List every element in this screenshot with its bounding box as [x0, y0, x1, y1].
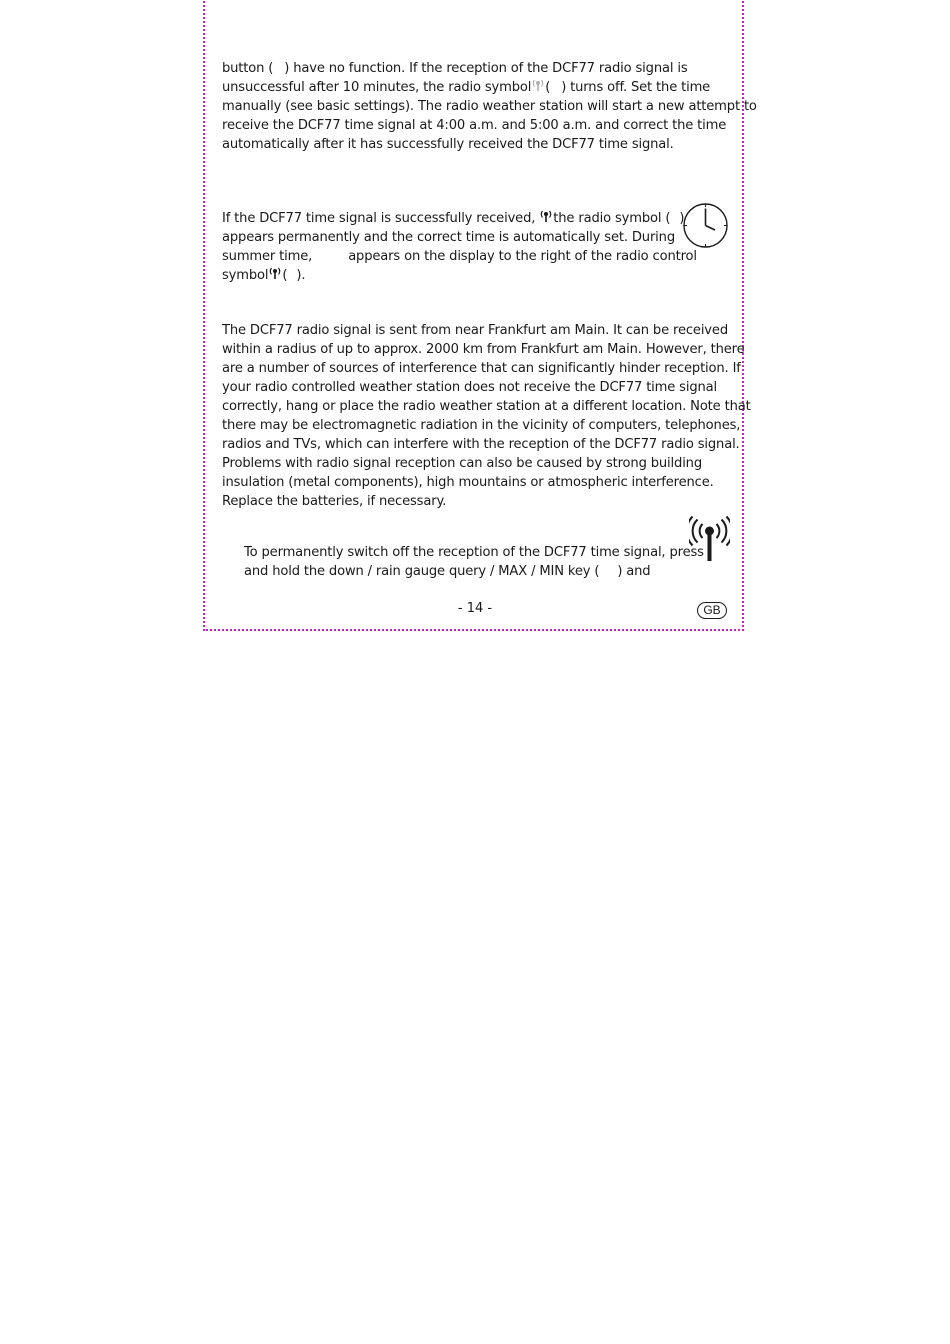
paragraph-signal-info [222, 321, 751, 511]
text-line: correctly, hang or place the radio weather station at a different location. Note that [222, 399, 751, 414]
text-line: there may be electromagnetic radiation in the vicinity of computers, telephones, [222, 418, 741, 433]
text-line [222, 209, 697, 228]
paragraph-switch-off [244, 543, 704, 581]
text-line [222, 78, 757, 97]
text-line: are a number of sources of interference that can significantly hinder reception. If [222, 361, 741, 376]
clock-icon [682, 202, 729, 249]
radio-symbol-icon [532, 79, 544, 92]
text-fragment: summer time, [222, 249, 313, 264]
text-fragment: ( [545, 80, 551, 95]
text-fragment: ) and [617, 564, 651, 579]
text-line: radios and TVs, which can interfere with the reception of the DCF77 radio signal. [222, 437, 740, 452]
text-fragment: button ( [222, 61, 274, 76]
text-fragment: symbol [222, 268, 269, 283]
text-line [222, 247, 697, 266]
radio-symbol-icon [540, 210, 552, 223]
text-line: your radio controlled weather station does not receive the DCF77 time signal [222, 380, 718, 395]
text-fragment: If the DCF77 time signal is successfully received, [222, 211, 536, 226]
paragraph-radio-success [222, 209, 697, 285]
text-line: The DCF77 radio signal is sent from near Frankfurt am Main. It can be received [222, 323, 728, 338]
text-line: manually (see basic settings). The radio weather station will start a new attempt to [222, 99, 757, 114]
text-line: within a radius of up to approx. 2000 km from Frankfurt am Main. However, there [222, 342, 745, 357]
text-line: Replace the batteries, if necessary. [222, 494, 447, 509]
text-line [222, 266, 697, 285]
radio-tower-icon [689, 516, 730, 563]
text-fragment: appears on the display to the right of the radio control [348, 249, 697, 264]
text-line: receive the DCF77 time signal at 4:00 a.m. and 5:00 a.m. and correct the time [222, 118, 727, 133]
text-fragment: ) have no function. If the reception of the DCF77 radio signal is [284, 61, 688, 76]
text-line: insulation (metal components), high mountains or atmospheric interference. [222, 475, 714, 490]
text-line: To permanently switch off the reception of the DCF77 time signal, press [244, 545, 704, 560]
text-line: appears permanently and the correct time is automatically set. During [222, 230, 675, 245]
text-line [244, 562, 704, 581]
language-badge: GB [697, 602, 727, 619]
text-line: automatically after it has successfully received the DCF77 time signal. [222, 137, 674, 152]
text-fragment: the radio symbol ( [553, 211, 671, 226]
text-line [222, 59, 757, 78]
radio-symbol-icon [269, 267, 281, 280]
text-line: Problems with radio signal reception can also be caused by strong building [222, 456, 702, 471]
text-fragment: ( [282, 268, 288, 283]
paragraph-radio-failure [222, 59, 757, 154]
text-fragment: ) turns off. Set the time [561, 80, 711, 95]
text-fragment: unsuccessful after 10 minutes, the radio symbol [222, 80, 532, 95]
text-fragment: ). [296, 268, 306, 283]
text-fragment: ) [679, 211, 685, 226]
page-number: - 14 - [457, 601, 493, 616]
text-fragment: and hold the down / rain gauge query / MAX / MIN key ( [244, 564, 600, 579]
